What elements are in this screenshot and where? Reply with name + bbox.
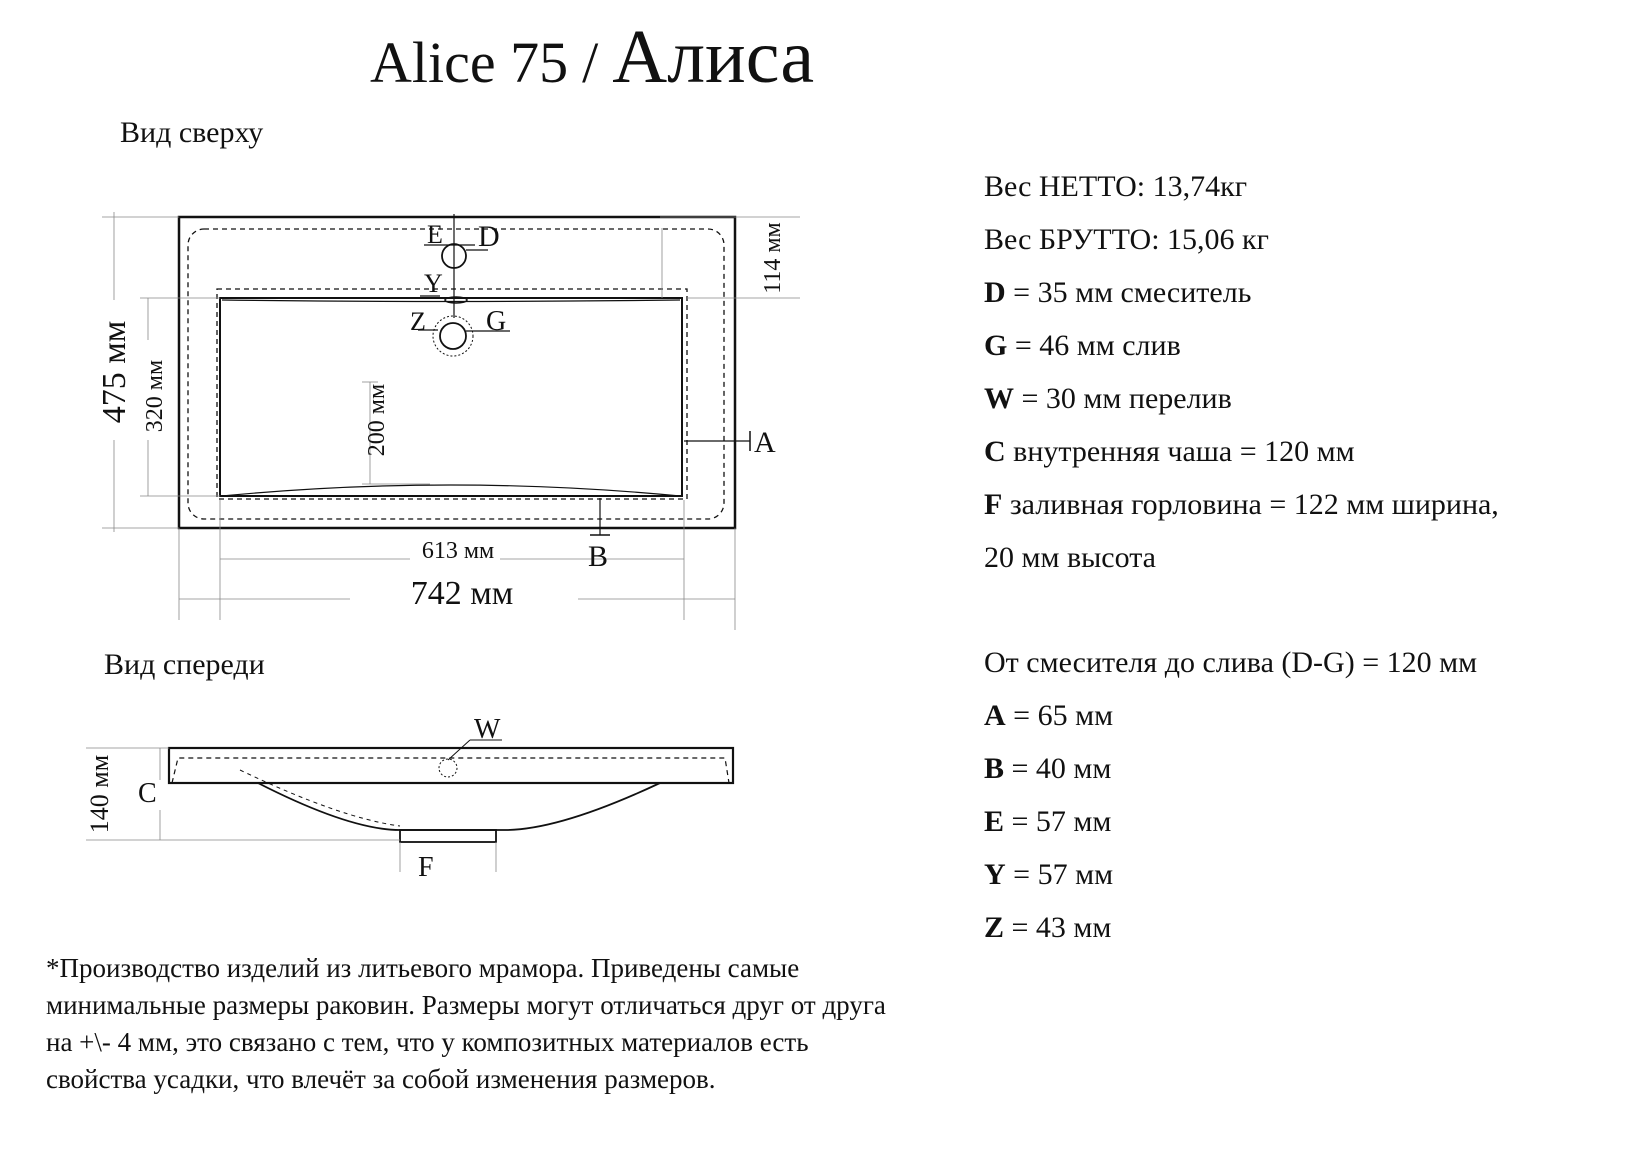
title-latin: Alice 75 (370, 30, 569, 95)
label-E: E (427, 220, 443, 249)
spec-c: C внутренняя чаша = 120 мм (984, 435, 1355, 468)
label-Y: Y (424, 269, 443, 298)
front-outline (169, 748, 733, 783)
title-slash: / (582, 30, 599, 95)
front-bowl (258, 783, 660, 830)
dim-613: 613 мм (421, 538, 495, 564)
dim-475: 475 мм (96, 320, 133, 424)
front-view-dimension-text (85, 714, 501, 883)
front-view-drawing (86, 740, 733, 872)
label-Z: Z (410, 307, 426, 336)
label-A: A (754, 426, 776, 459)
spec-d-g: От смесителя до слива (D-G) = 120 мм (984, 646, 1478, 679)
spec-gross-weight: Вес БРУТТО: 15,06 кг (984, 223, 1269, 256)
front-dashed-top (172, 758, 729, 783)
bowl-back-curve (222, 300, 680, 302)
spec-net-weight: Вес НЕТТО: 13,74кг (984, 170, 1248, 203)
sink-surface-dashed (188, 229, 724, 519)
label-W: W (474, 714, 501, 745)
dim-200: 200 мм (364, 383, 390, 457)
dim-320: 320 мм (142, 359, 168, 433)
label-F: F (418, 852, 434, 883)
technical-drawing (0, 0, 960, 900)
bowl-outline (220, 298, 682, 496)
bowl-dashed (217, 289, 687, 499)
spec-w: W = 30 мм перелив (984, 382, 1232, 415)
label-B: B (588, 540, 609, 573)
sink-outline (179, 217, 735, 528)
drain-neck (400, 830, 496, 842)
dim-140: 140 мм (85, 754, 114, 834)
spec-e: E = 57 мм (984, 805, 1112, 838)
spec-f: F заливная горловина = 122 мм ширина, (984, 488, 1499, 521)
label-G: G (486, 306, 507, 337)
bowl-front-curve (222, 485, 680, 496)
spec-g: G = 46 мм слив (984, 329, 1181, 362)
spec-b: B = 40 мм (984, 752, 1112, 785)
front-view-label: Вид спереди (104, 648, 265, 681)
dim-742: 742 мм (410, 575, 514, 612)
label-C: C (138, 778, 157, 809)
spec-z: Z = 43 мм (984, 911, 1112, 944)
dim-114: 114 мм (760, 222, 786, 294)
overflow-circle (439, 759, 457, 777)
footnote: *Производство изделий из литьевого мрамора. Приведены самые минимальные размеры раковин. Размеры могут отличаться друг от друга на +\- 4 мм, это связано с тем, что у композитных материалов есть свойства усадки, что влечёт за собой изменения размеров. (46, 953, 886, 1094)
drain-hole (440, 323, 466, 349)
spec-list (984, 160, 1499, 954)
title-russian: Алиса (612, 15, 815, 99)
top-view-label: Вид сверху (120, 116, 264, 149)
spec-d: D = 35 мм смеситель (984, 276, 1252, 309)
label-D: D (478, 220, 500, 253)
spec-y: Y = 57 мм (984, 858, 1114, 891)
front-bowl-dashed (240, 770, 400, 826)
spec-f-height: 20 мм высота (984, 541, 1157, 574)
top-view-drawing (102, 212, 800, 630)
spec-a: A = 65 мм (984, 699, 1114, 732)
